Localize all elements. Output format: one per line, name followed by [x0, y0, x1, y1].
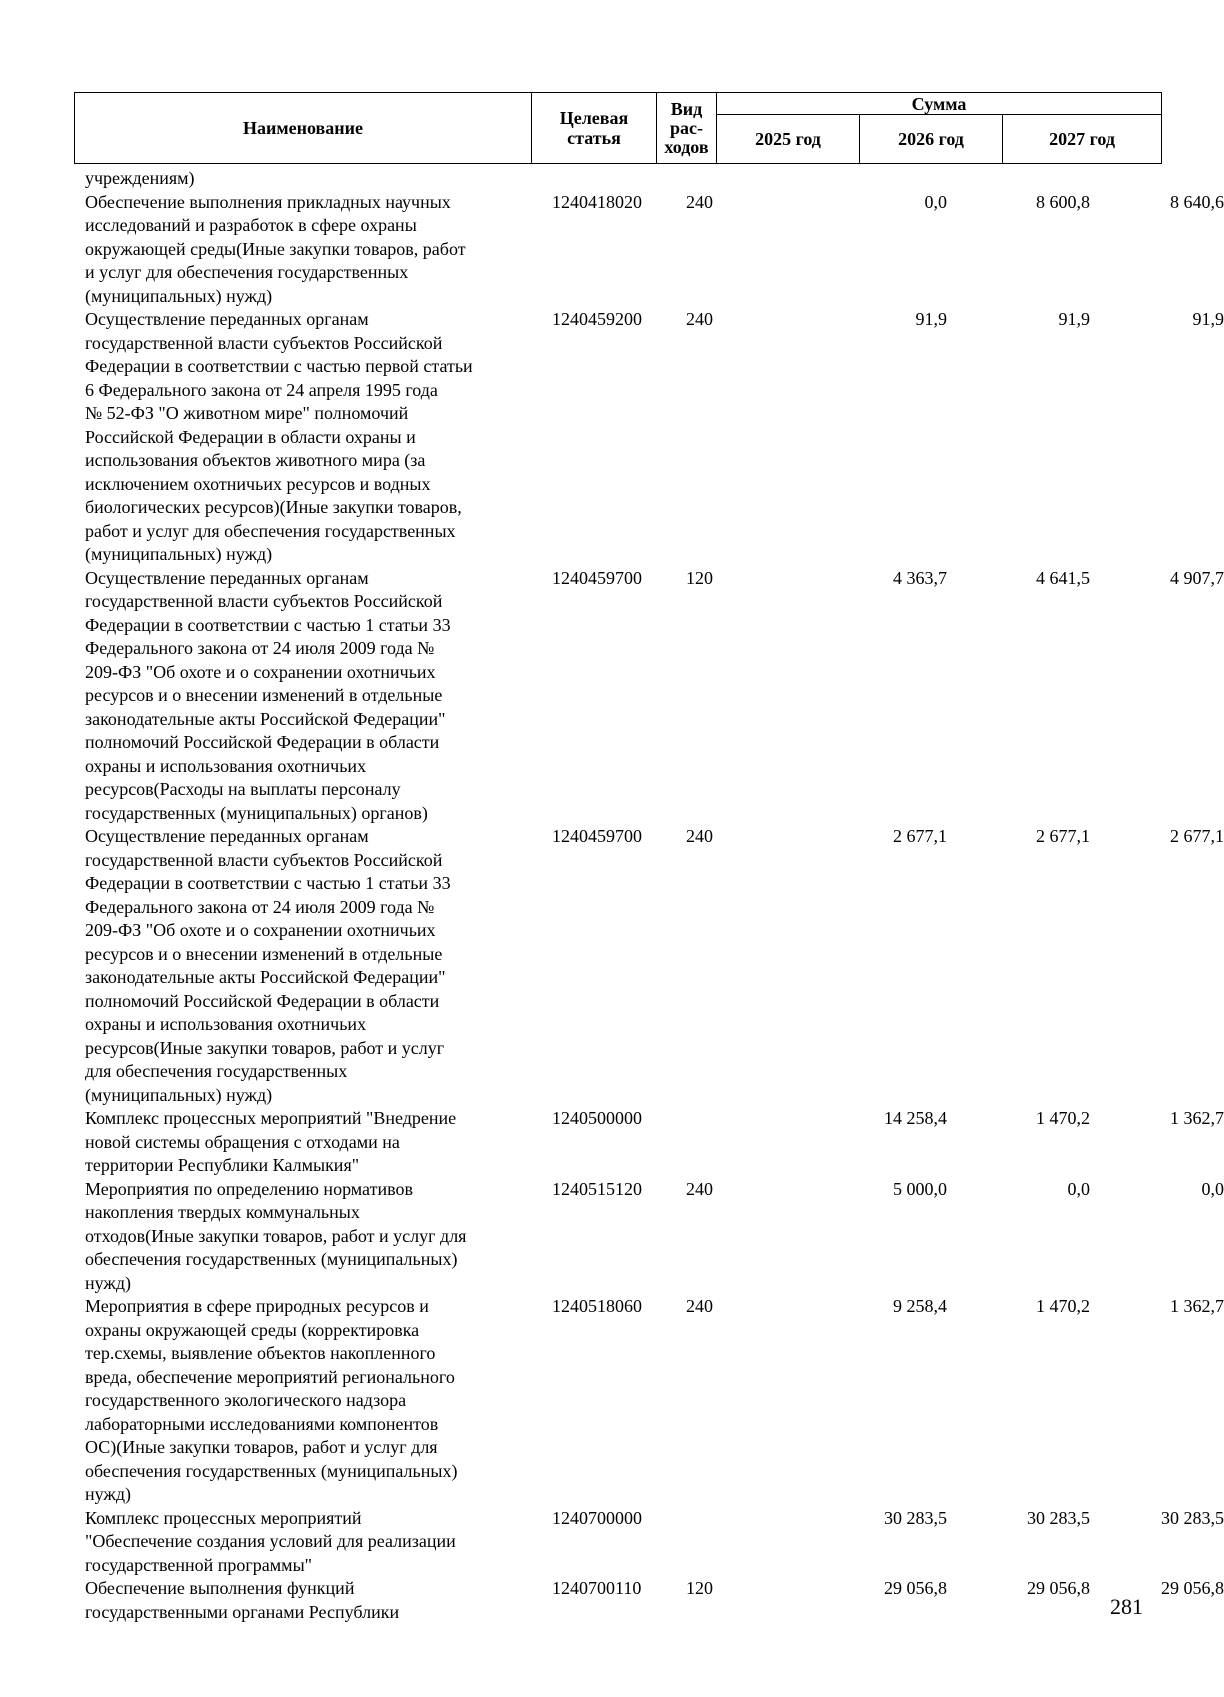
row-name-line: государственными органами Республики — [85, 1601, 400, 1622]
row-sum-2027: 1 362,7 — [1170, 1296, 1224, 1316]
row-name-line: Мероприятия по определению нормативов — [85, 1178, 413, 1199]
row-sum-2025: 9 258,4 — [893, 1296, 947, 1316]
row-name-line: Обеспечение выполнения функций — [85, 1578, 355, 1598]
row-name-line: законодательные акты Российской Федерации" — [85, 708, 446, 729]
header-article-line1: Целевая — [559, 108, 629, 128]
row-name-line: (муниципальных) нужд) — [85, 544, 273, 564]
row-sum-2027: 4 907,7 — [1170, 567, 1224, 588]
header-target-article — [532, 93, 657, 164]
row-sum-2027: 29 056,8 — [1161, 1578, 1224, 1598]
row-name-line: 6 Федерального закона от 24 апреля 1995 года — [85, 379, 438, 400]
row-sum-2027: 30 283,5 — [1161, 1507, 1224, 1528]
row-sum-2026: 2 677,1 — [1036, 826, 1090, 846]
row-sum-2026: 1 470,2 — [1036, 1296, 1090, 1316]
header-sum: Сумма — [717, 93, 1162, 115]
row-name-line: 209-ФЗ "Об охоте и о сохранении охотничьих — [85, 920, 436, 940]
table-row — [74, 1178, 1224, 1296]
row-name-line: Мероприятия в сфере природных ресурсов и — [85, 1296, 429, 1316]
row-name — [74, 825, 529, 1107]
row-target-article: 1240700000 — [552, 1507, 642, 1528]
row-sum-2025: 2 677,1 — [893, 826, 947, 846]
row-sum-2025: 14 258,4 — [884, 1108, 947, 1128]
row-name-line: государственной власти субъектов Российской — [85, 591, 443, 611]
row-sum-2026: 30 283,5 — [1027, 1507, 1090, 1528]
row-name-line: (муниципальных) нужд) — [85, 1084, 273, 1105]
row-name-line: Осуществление переданных органам — [85, 309, 369, 329]
row-name-line: исключением охотничьих ресурсов и водных — [85, 473, 431, 494]
row-name-line: работ и услуг для обеспечения государственных — [85, 520, 456, 541]
row-name — [74, 1577, 529, 1624]
row-name-line: исследований и разработок в сфере охраны — [85, 215, 417, 235]
row-name-line: ОС)(Иные закупки товаров, работ и услуг для — [85, 1437, 438, 1457]
row-name-line: полномочий Российской Федерации в области — [85, 990, 440, 1011]
row-name-line: для обеспечения государственных — [85, 1061, 348, 1081]
row-name-line: государственной власти субъектов Российской — [85, 332, 443, 353]
table-row — [74, 567, 1224, 826]
row-name-line: Федерального закона от 24 июля 2009 года № — [85, 638, 435, 658]
row-target-article: 1240459200 — [552, 309, 642, 329]
row-name-line: Федерации в соответствии с частью 1 статьи 33 — [85, 873, 451, 893]
table-header — [74, 92, 1162, 164]
row-name-line: Федерального закона от 24 июля 2009 года № — [85, 896, 435, 917]
row-expense-type: 240 — [686, 309, 713, 329]
row-target-article: 1240700110 — [552, 1578, 642, 1598]
row-name-line: тер.схемы, выявление объектов накопленного — [85, 1343, 436, 1363]
row-sum-2026: 91,9 — [1058, 309, 1090, 329]
row-name — [74, 191, 529, 309]
row-name-line: Осуществление переданных органам — [85, 567, 369, 588]
row-target-article: 1240518060 — [552, 1296, 642, 1316]
table-row — [74, 1577, 1224, 1624]
row-name-line: учреждениям) — [85, 168, 195, 188]
row-name — [74, 167, 529, 191]
row-name-line: "Обеспечение создания условий для реализации — [85, 1531, 456, 1551]
row-target-article: 1240459700 — [552, 567, 642, 588]
row-name-line: обеспечения государственных (муниципальных) — [85, 1460, 458, 1481]
row-name-line: окружающей среды(Иные закупки товаров, работ — [85, 238, 466, 259]
header-year-2025: 2025 год — [717, 115, 860, 164]
page-number: 281 — [1110, 1594, 1143, 1619]
row-name-line: охраны окружающей среды (корректировка — [85, 1319, 420, 1340]
row-name-line: государственных (муниципальных) органов) — [85, 802, 428, 823]
row-expense-type: 240 — [686, 826, 713, 846]
row-name-line: Федерации в соответствии с частью первой статьи — [85, 356, 473, 376]
row-target-article: 1240515120 — [552, 1178, 642, 1199]
row-sum-2027: 0,0 — [1201, 1178, 1224, 1199]
row-target-article: 1240500000 — [552, 1108, 642, 1128]
row-name-line: государственного экологического надзора — [85, 1390, 407, 1410]
row-sum-2027: 2 677,1 — [1170, 826, 1224, 846]
row-name-line: накопления твердых коммунальных — [85, 1202, 360, 1222]
row-sum-2026: 4 641,5 — [1036, 567, 1090, 588]
row-name-line: охраны и использования охотничьих — [85, 1014, 367, 1034]
row-target-article: 1240418020 — [552, 191, 642, 212]
table-row — [74, 191, 1224, 309]
row-sum-2027: 91,9 — [1192, 309, 1224, 329]
row-expense-type: 240 — [686, 1296, 713, 1316]
row-name-line: нужд) — [85, 1484, 131, 1504]
row-sum-2027: 1 362,7 — [1170, 1108, 1224, 1128]
row-name — [74, 1178, 529, 1296]
table-row — [74, 825, 1224, 1107]
row-sum-2026: 0,0 — [1067, 1178, 1090, 1199]
header-vid-line1: Вид — [670, 98, 703, 119]
row-name-line: Осуществление переданных органам — [85, 826, 369, 846]
row-name-line: использования объектов животного мира (за — [85, 450, 426, 470]
row-name-line: 209-ФЗ "Об охоте и о сохранении охотничьих — [85, 661, 436, 682]
header-name: Наименование — [75, 93, 532, 164]
row-name-line: лабораторными исследованиями компонентов — [85, 1413, 439, 1434]
row-name — [74, 1507, 529, 1578]
row-sum-2026: 29 056,8 — [1027, 1578, 1090, 1598]
table-row — [74, 1295, 1224, 1507]
row-name-line: государственной программы" — [85, 1554, 313, 1575]
row-name-line: вреда, обеспечение мероприятий регионального — [85, 1366, 455, 1387]
header-vid-line3: ходов — [664, 136, 709, 157]
row-name-line: (муниципальных) нужд) — [85, 285, 273, 306]
table-row — [74, 167, 1161, 191]
row-name-line: государственной власти субъектов Российской — [85, 849, 443, 870]
header-article-line2: статья — [567, 128, 621, 148]
table-row — [74, 1507, 1224, 1578]
row-name-line: законодательные акты Российской Федерации" — [85, 967, 446, 987]
row-sum-2025: 0,0 — [924, 191, 947, 212]
row-name-line: охраны и использования охотничьих — [85, 755, 367, 776]
row-name — [74, 1107, 529, 1178]
row-expense-type: 240 — [686, 191, 713, 212]
row-sum-2026: 1 470,2 — [1036, 1108, 1090, 1128]
header-year-2026: 2026 год — [860, 115, 1003, 164]
header-year-2027: 2027 год — [1003, 115, 1162, 164]
row-sum-2025: 4 363,7 — [893, 567, 947, 588]
row-name-line: территории Республики Калмыкия" — [85, 1155, 360, 1175]
row-name-line: отходов(Иные закупки товаров, работ и услуг для — [85, 1225, 467, 1246]
row-sum-2025: 29 056,8 — [884, 1578, 947, 1598]
row-name-line: нужд) — [85, 1272, 131, 1293]
row-expense-type: 240 — [686, 1178, 713, 1199]
row-name-line: ресурсов(Иные закупки товаров, работ и услуг — [85, 1037, 445, 1058]
row-name — [74, 1295, 529, 1507]
row-sum-2025: 91,9 — [915, 309, 947, 329]
row-name — [74, 567, 529, 826]
header-expense-type — [657, 93, 717, 164]
row-sum-2025: 30 283,5 — [884, 1507, 947, 1528]
row-name-line: ресурсов(Расходы на выплаты персоналу — [85, 779, 401, 799]
row-name-line: и услуг для обеспечения государственных — [85, 262, 409, 282]
row-name-line: Комплекс процессных мероприятий "Внедрение — [85, 1108, 457, 1128]
row-name-line: обеспечения государственных (муниципальных) — [85, 1249, 458, 1269]
row-sum-2026: 8 600,8 — [1036, 191, 1090, 212]
row-expense-type: 120 — [686, 1578, 713, 1598]
row-target-article: 1240459700 — [552, 826, 642, 846]
row-name-line: № 52-ФЗ "О животном мире" полномочий — [85, 403, 409, 423]
row-name-line: полномочий Российской Федерации в области — [85, 732, 440, 752]
row-name-line: ресурсов и о внесении изменений в отдельные — [85, 685, 443, 705]
row-name-line: Российской Федерации в области охраны и — [85, 426, 416, 447]
row-name-line: Комплекс процессных мероприятий — [85, 1507, 362, 1528]
row-name-line: ресурсов и о внесении изменений в отдельные — [85, 943, 443, 964]
row-name-line: Обеспечение выполнения прикладных научных — [85, 191, 451, 212]
header-vid-line2: рас- — [670, 117, 703, 138]
table-body — [74, 167, 1224, 1624]
row-sum-2027: 8 640,6 — [1170, 191, 1224, 212]
row-name — [74, 308, 529, 567]
row-name-line: Федерации в соответствии с частью 1 статьи 33 — [85, 614, 451, 635]
row-name-line: биологических ресурсов)(Иные закупки товаров, — [85, 497, 462, 517]
table-row — [74, 1107, 1224, 1178]
row-expense-type: 120 — [686, 567, 713, 588]
row-name-line: новой системы обращения с отходами на — [85, 1131, 400, 1152]
row-sum-2025: 5 000,0 — [893, 1178, 947, 1199]
table-row — [74, 308, 1224, 567]
